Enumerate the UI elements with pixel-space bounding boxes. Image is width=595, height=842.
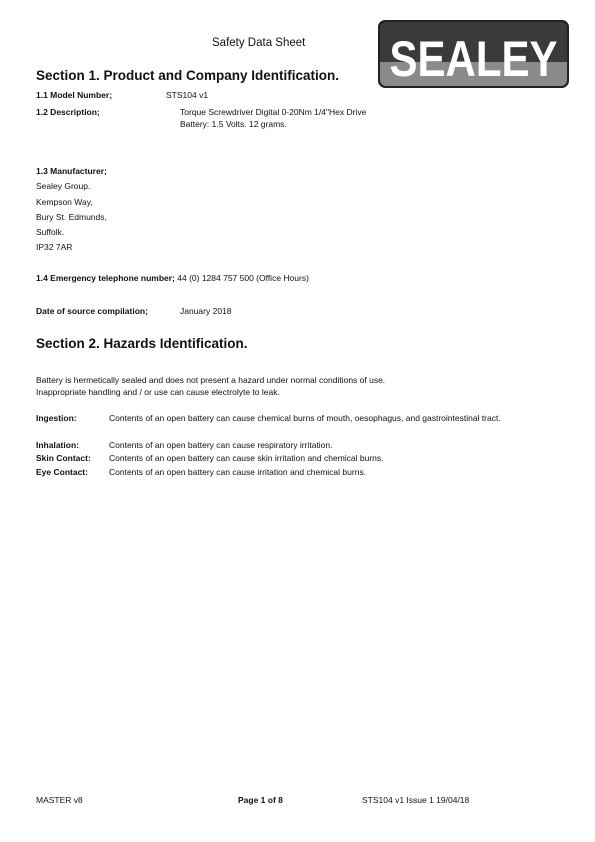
hazard-text-ingestion: Contents of an open battery can cause chemical burns of mouth, oesophagus, and gastrointestinal tract.: [109, 413, 501, 423]
manufacturer-line: Suffolk.: [36, 227, 65, 237]
hazard-text-skin-contact: Contents of an open battery can cause skin irritation and chemical burns.: [109, 453, 384, 463]
footer-master: MASTER v8: [36, 795, 83, 805]
sealey-logo: [378, 20, 569, 88]
description-line: Torque Screwdriver Digital 0-20Nm 1/4"Hex Drive: [180, 107, 367, 117]
logo-text: SEALEY: [389, 31, 558, 87]
section1-heading: Section 1. Product and Company Identification.: [36, 68, 340, 83]
hazard-label-eye-contact: Eye Contact:: [36, 467, 88, 477]
document-title: Safety Data Sheet: [212, 37, 306, 49]
emergency-value: 44 (0) 1284 757 500 (Office Hours): [177, 273, 309, 283]
hazard-label-inhalation: Inhalation:: [36, 440, 79, 450]
intro-line: Battery is hermetically sealed and does not present a hazard under normal conditions of use.: [36, 375, 386, 385]
intro-line: Inappropriate handling and / or use can cause electrolyte to leak.: [36, 387, 280, 397]
date-label: Date of source compilation;: [36, 306, 148, 316]
manufacturer-label: 1.3 Manufacturer;: [36, 166, 107, 176]
description-line: Battery: 1.5 Volts. 12 grams.: [180, 119, 287, 129]
manufacturer-line: Kempson Way,: [36, 197, 93, 207]
model-number-label: 1.1 Model Number;: [36, 90, 113, 100]
model-number-value: STS104 v1: [166, 90, 209, 100]
manufacturer-line: Bury St. Edmunds,: [36, 212, 107, 222]
hazard-text-eye-contact: Contents of an open battery can cause irritation and chemical burns.: [109, 467, 367, 477]
emergency-label: 1.4 Emergency telephone number;: [36, 273, 175, 283]
date-value: January 2018: [180, 306, 232, 316]
description-label: 1.2 Description;: [36, 107, 100, 117]
footer-page: Page 1 of 8: [238, 795, 283, 805]
section2-heading: Section 2. Hazards Identification.: [36, 336, 248, 351]
footer-issue: STS104 v1 Issue 1 19/04/18: [362, 795, 470, 805]
emergency-row: [36, 273, 309, 284]
hazard-label-skin-contact: Skin Contact:: [36, 453, 91, 463]
hazard-label-ingestion: Ingestion:: [36, 413, 77, 423]
manufacturer-line: Sealey Group.: [36, 181, 91, 191]
hazard-text-inhalation: Contents of an open battery can cause respiratory irritation.: [109, 440, 333, 450]
manufacturer-line: IP32 7AR: [36, 242, 73, 252]
